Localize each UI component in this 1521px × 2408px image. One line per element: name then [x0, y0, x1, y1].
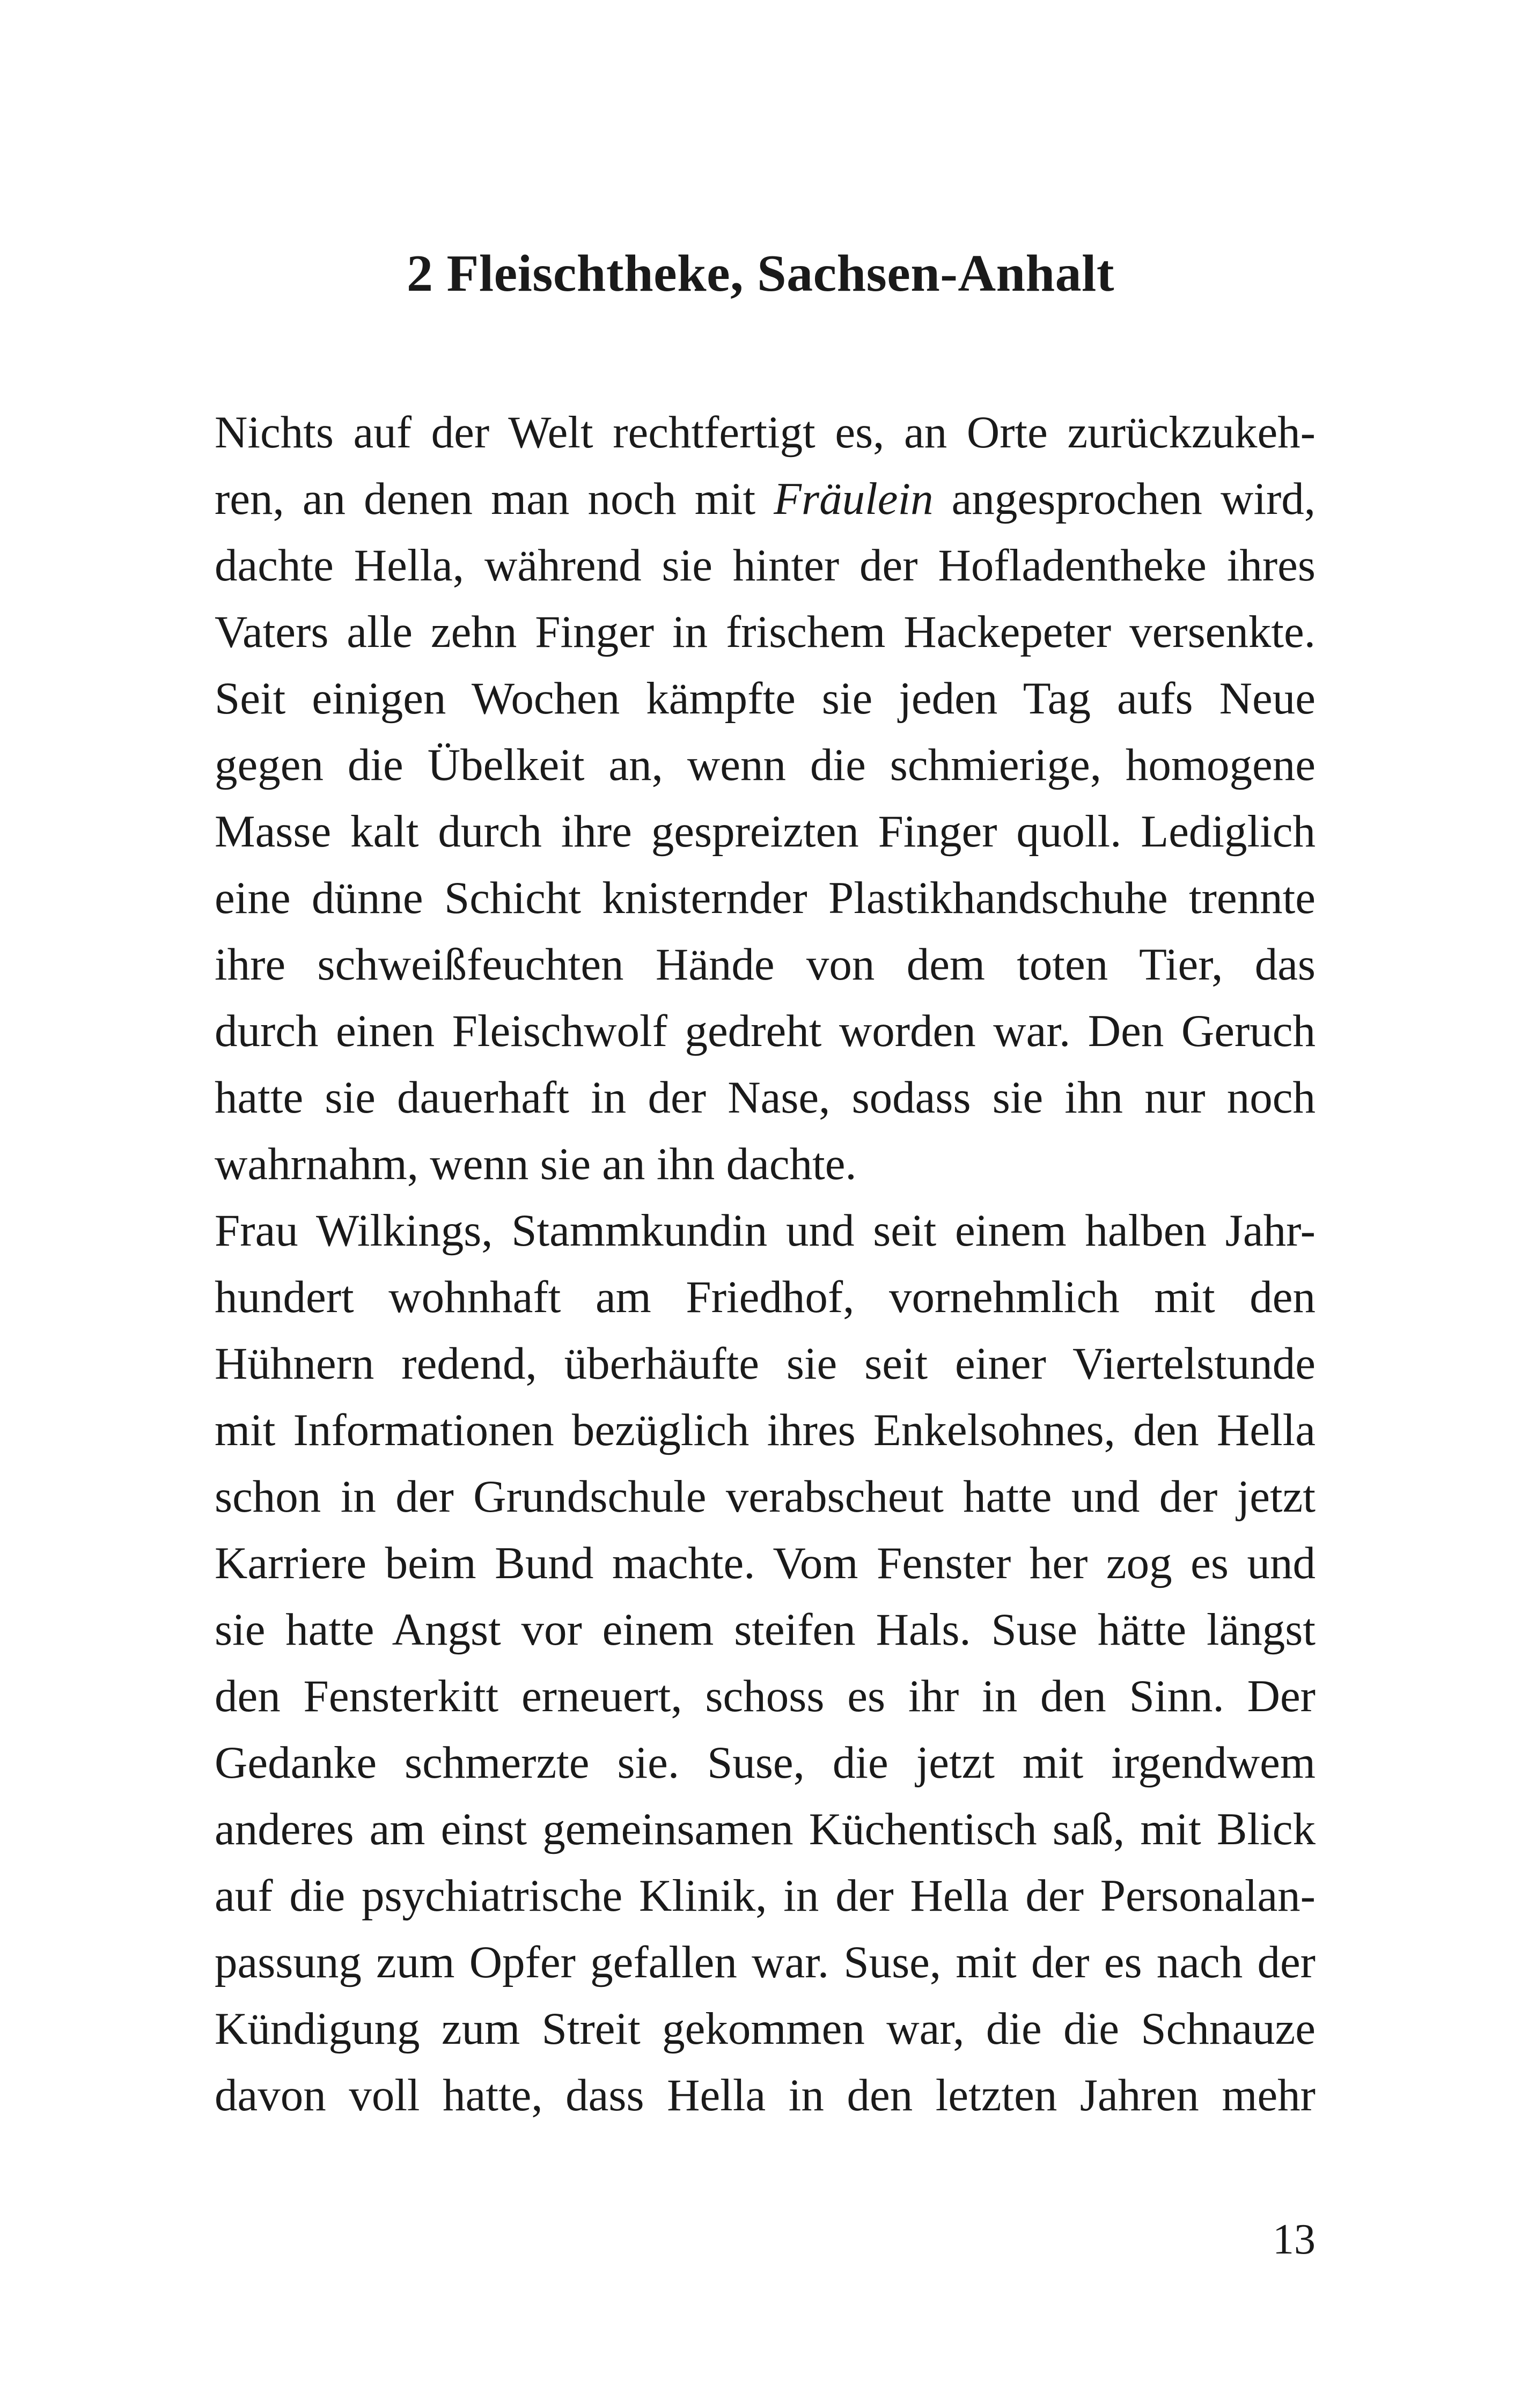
text-segment: angesprochen wird,	[951, 474, 1316, 524]
text-line: hatte sie dauerhaft in der Nase, sodass sie ihn nur noch	[215, 1072, 1316, 1123]
text-line: durch einen Fleischwolf gedreht worden war. Den Geruch	[215, 1006, 1316, 1056]
text-line: eine dünne Schicht knisternder Plastikhandschuhe trennte	[215, 873, 1316, 923]
text-line: auf die psychiatrische Klinik, in der Hella der Personalan-	[215, 1871, 1316, 1921]
text-line: den Fensterkitt erneuert, schoss es ihr in den Sinn. Der	[215, 1671, 1316, 1721]
text-line: Vaters alle zehn Finger in frischem Hackepeter versenkte.	[215, 607, 1316, 657]
text-line: Gedanke schmerzte sie. Suse, die jetzt mit irgendwem	[215, 1737, 1316, 1788]
text-line: passung zum Opfer gefallen war. Suse, mit der es nach der	[215, 1937, 1316, 1987]
text-line: Frau Wilkings, Stammkundin und seit einem halben Jahr-	[215, 1205, 1316, 1256]
text-line: Seit einigen Wochen kämpfte sie jeden Tag aufs Neue	[215, 673, 1316, 724]
text-segment: ren, an denen man noch mit	[215, 474, 756, 524]
text-line: gegen die Übelkeit an, wenn die schmierige, homogene	[215, 740, 1316, 790]
text-line: sie hatte Angst vor einem steifen Hals. Suse hätte längst	[215, 1604, 1316, 1655]
chapter-title: 2 Fleischtheke, Sachsen-Anhalt	[406, 245, 1114, 303]
text-line: Karriere beim Bund machte. Vom Fenster her zog es und	[215, 1538, 1316, 1588]
text-line	[215, 466, 1316, 532]
text-line: mit Informationen bezüglich ihres Enkelsohnes, den Hella	[215, 1405, 1316, 1455]
text-line: wahrnahm, wenn sie an ihn dachte.	[215, 1139, 857, 1189]
emphasized-word: Fräulein	[774, 474, 934, 524]
text-line: anderes am einst gemeinsamen Küchentisch saß, mit Blick	[215, 1804, 1316, 1854]
text-line: Nichts auf der Welt rechtfertigt es, an Orte zurückzukeh-	[215, 407, 1316, 458]
text-line: davon voll hatte, dass Hella in den letzten Jahren mehr	[215, 2070, 1316, 2120]
text-line: ihre schweißfeuchten Hände von dem toten Tier, das	[215, 939, 1316, 990]
text-line: hundert wohnhaft am Friedhof, vornehmlich mit den	[215, 1272, 1316, 1322]
text-line: Hühnern redend, überhäufte sie seit einer Viertelstunde	[215, 1338, 1316, 1389]
page-number: 13	[1273, 2216, 1316, 2263]
text-line: schon in der Grundschule verabscheut hatte und der jetzt	[215, 1471, 1316, 1522]
text-line: Kündigung zum Streit gekommen war, die die Schnauze	[215, 2004, 1316, 2054]
text-line: Masse kalt durch ihre gespreizten Finger quoll. Lediglich	[215, 806, 1316, 857]
text-line: dachte Hella, während sie hinter der Hofladentheke ihres	[215, 540, 1316, 591]
body-text	[215, 399, 1316, 2129]
